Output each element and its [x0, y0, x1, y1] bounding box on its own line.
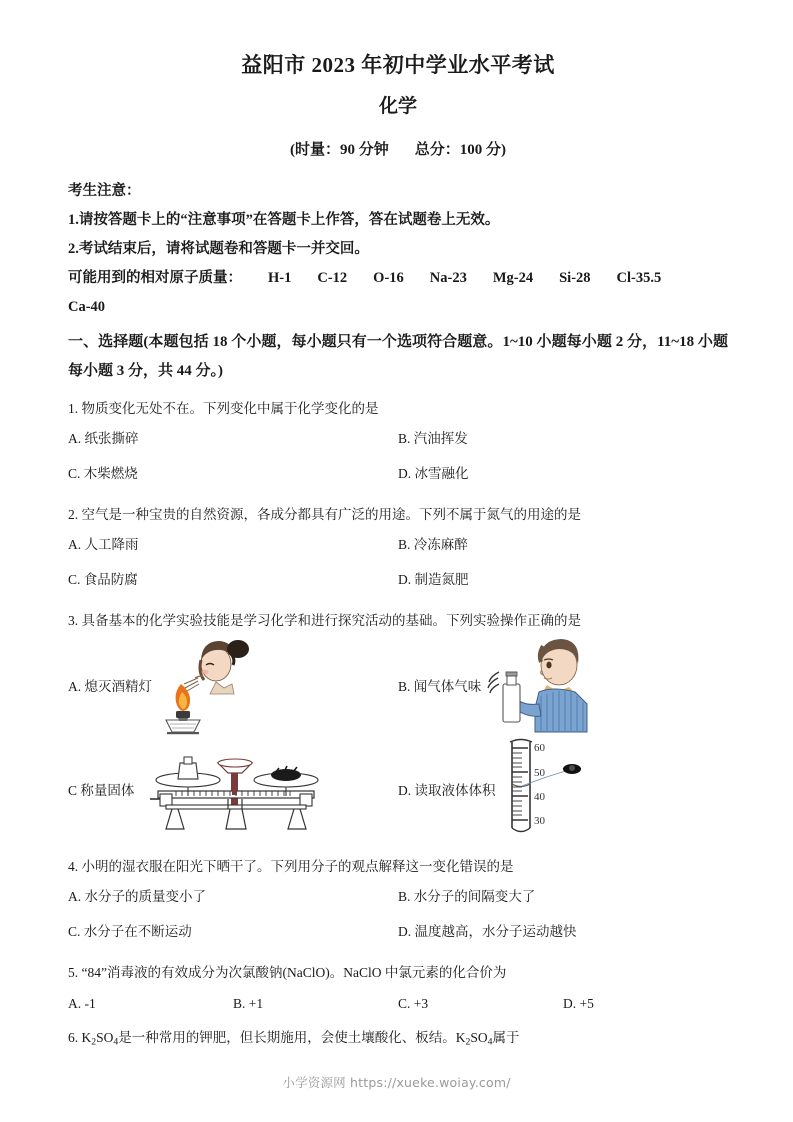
- question-4-options: [68, 880, 728, 950]
- atomic-mass-na: Na-23: [429, 269, 467, 286]
- question-5-options: [68, 994, 728, 1015]
- question-4-stem: 4. 小明的湿衣服在阳光下晒干了。下列用分子的观点解释这一变化错误的是: [68, 858, 514, 874]
- question-1-option-a[interactable]: A. 纸张撕碎: [68, 431, 139, 447]
- question-2-option-c[interactable]: C. 食品防腐: [68, 572, 138, 588]
- question-1-option-b[interactable]: B. 汽油挥发: [398, 431, 468, 447]
- cylinder-tick-40: 40: [533, 791, 545, 804]
- question-4-option-d[interactable]: D. 温度越高，水分子运动越快: [398, 923, 577, 939]
- cylinder-tick-60: 60: [533, 742, 545, 755]
- question-1: [68, 399, 728, 492]
- graduated-cylinder-icon: [498, 736, 608, 847]
- atomic-mass-si: Si-28: [559, 269, 591, 286]
- question-4-option-c[interactable]: C. 水分子在不断运动: [68, 923, 192, 939]
- question-6: [68, 1028, 728, 1050]
- question-2: [68, 505, 728, 598]
- question-4: [68, 857, 728, 950]
- question-3-option-c[interactable]: [68, 740, 398, 844]
- cylinder-tick-30: 30: [533, 815, 545, 828]
- question-5-option-c[interactable]: C. +3: [398, 995, 429, 1011]
- atomic-mass-c: C-12: [317, 269, 348, 286]
- question-1-options: [68, 422, 728, 492]
- cylinder-tick-50: 50: [533, 767, 545, 780]
- question-2-option-b[interactable]: B. 冷冻麻醉: [398, 537, 468, 553]
- question-5-option-b[interactable]: B. +1: [233, 995, 264, 1011]
- question-2-option-d[interactable]: D. 制造氮肥: [398, 572, 469, 588]
- exam-total-score: 总分：100 分): [414, 141, 506, 158]
- question-6-formula-2: $K_2SO_4$: [455, 1029, 493, 1048]
- question-3-stem: 3. 具备基本的化学实验技能是学习化学和进行探究活动的基础。下列实验操作正确的是: [68, 613, 581, 629]
- atomic-mass-mg: Mg-24: [492, 269, 534, 286]
- site-watermark: 小学资源网 https://xueke.woiay.com/: [282, 1075, 511, 1090]
- relative-atomic-mass-line: [68, 264, 728, 293]
- question-4-option-a[interactable]: A. 水分子的质量变小了: [68, 888, 206, 904]
- question-3-option-a[interactable]: [68, 636, 398, 740]
- question-3-option-d-label: D. 读取液体体积: [398, 783, 496, 799]
- balance-scale-icon: [136, 739, 336, 844]
- alcohol-lamp-blow-icon: [154, 632, 274, 743]
- question-3-option-a-label: A. 熄灭酒精灯: [68, 679, 152, 695]
- candidate-notice: [68, 177, 728, 322]
- relative-atomic-mass-label: 可能用到的相对原子质量：: [68, 269, 242, 286]
- notice-item-1: 1.请按答题卡上的“注意事项”在答题卡上作答，答在试题卷上无效。: [68, 211, 500, 228]
- question-6-number: 6.: [68, 1029, 82, 1045]
- question-6-stem: [68, 1028, 728, 1050]
- question-2-options: [68, 528, 728, 598]
- question-1-option-c[interactable]: C. 木柴燃烧: [68, 466, 138, 482]
- question-2-stem: 2. 空气是一种宝贵的自然资源，各成分都具有广泛的用途。下列不属于氮气的用途的是: [68, 507, 581, 523]
- question-6-formula-1: $K_2SO_4$: [81, 1029, 119, 1048]
- question-2-option-a[interactable]: A. 人工降雨: [68, 537, 139, 553]
- question-4-option-b[interactable]: B. 水分子的间隔变大了: [398, 888, 536, 904]
- exam-meta-line: [68, 138, 728, 159]
- smelling-gas-icon: [483, 632, 605, 743]
- question-3-options: [68, 636, 728, 844]
- notice-item-2: 2.考试结束后，请将试题卷和答题卡一并交回。: [68, 240, 369, 257]
- question-5-stem: 5. “84”消毒液的有效成分为次氯酸钠(NaClO)。NaClO 中氯元素的化合价为: [68, 964, 507, 980]
- question-6-mid-text: 是一种常用的钾肥，但长期施用，会使土壤酸化、板结。: [118, 1029, 456, 1045]
- page-content: [68, 52, 728, 1051]
- question-1-option-d[interactable]: D. 冰雪融化: [398, 466, 469, 482]
- question-5-option-d[interactable]: D. +5: [563, 995, 594, 1011]
- atomic-mass-ca: Ca-40: [68, 298, 106, 315]
- question-6-tail-text: 属于: [492, 1029, 520, 1045]
- question-5-option-a[interactable]: A. -1: [68, 995, 96, 1011]
- question-3-option-b[interactable]: [398, 636, 728, 740]
- atomic-mass-o: O-16: [373, 269, 404, 286]
- atomic-mass-h: H-1: [268, 269, 292, 286]
- exam-title: 益阳市 2023 年初中学业水平考试: [241, 53, 555, 77]
- exam-duration: (时量：90 分钟: [290, 141, 389, 158]
- question-1-stem: 1. 物质变化无处不在。下列变化中属于化学变化的是: [68, 401, 379, 417]
- question-3-option-b-label: B. 闻气体气味: [398, 679, 482, 695]
- question-3: [68, 611, 728, 844]
- section-one-header: 一、选择题(本题包括 18 个小题，每小题只有一个选项符合题意。1~10 小题每小题 2 分，11~18 小题每小题 3 分，共 44 分。): [68, 333, 728, 380]
- subject-title: 化学: [378, 96, 417, 118]
- atomic-mass-cl: Cl-35.5: [616, 269, 662, 286]
- question-3-option-c-label: C 称量固体: [68, 783, 135, 799]
- notice-heading: 考生注意：: [68, 182, 141, 199]
- question-3-option-d[interactable]: [398, 740, 728, 844]
- question-5: [68, 963, 728, 1015]
